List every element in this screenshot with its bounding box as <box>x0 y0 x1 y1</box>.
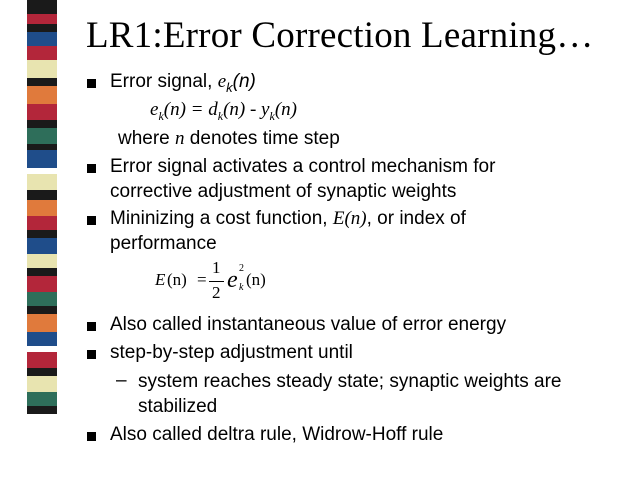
strip-block <box>27 174 57 190</box>
strip-block <box>27 406 57 414</box>
slide-title: LR1:Error Correction Learning… <box>86 15 594 56</box>
eq-sub-k: k <box>269 108 275 123</box>
strip-block <box>27 352 57 368</box>
bullet-control-mechanism <box>110 154 495 204</box>
strip-block <box>27 190 57 200</box>
strip-block <box>27 314 57 332</box>
formula-arg: (n) <box>167 270 187 289</box>
eq-e: e <box>150 99 159 120</box>
strip-block <box>27 24 57 32</box>
bullet-marker <box>87 164 96 173</box>
bullet-line: Error signal activates a control mechanism for <box>110 156 496 177</box>
bullet-text: Mininizing a cost function, <box>110 208 333 229</box>
strip-block <box>27 268 57 276</box>
decorative-color-strip <box>27 0 57 478</box>
strip-block <box>27 0 57 14</box>
bullet-marker <box>87 432 96 441</box>
formula-superscript: 2 <box>239 263 244 274</box>
strip-block <box>27 292 57 306</box>
strip-block <box>27 200 57 216</box>
formula-e: e <box>227 267 238 293</box>
strip-block <box>27 276 57 292</box>
where-text: where <box>118 128 176 149</box>
var-subscript-k: k <box>226 79 233 95</box>
var-e: e <box>217 71 227 92</box>
where-line <box>118 128 340 150</box>
strip-block <box>27 120 57 128</box>
strip-block <box>27 332 57 346</box>
strip-block <box>27 60 57 78</box>
formula-arg: (n) <box>246 270 266 289</box>
sub-bullet-line: stabilized <box>138 396 218 417</box>
error-equation <box>150 99 297 124</box>
eq-part: (n) - y <box>223 99 270 120</box>
eq-sub-k: k <box>158 108 164 123</box>
formula-denominator: 2 <box>212 283 221 302</box>
sub-bullet-steady-state <box>138 369 561 419</box>
strip-block <box>27 376 57 392</box>
strip-block <box>27 128 57 144</box>
bullet-marker <box>87 216 96 225</box>
strip-block <box>27 230 57 238</box>
bullet-cost-function <box>110 206 466 256</box>
strip-block <box>27 306 57 314</box>
strip-block <box>27 216 57 230</box>
eq-sub-k: k <box>217 108 224 123</box>
where-var: n <box>175 128 185 149</box>
strip-block <box>27 368 57 376</box>
strip-block <box>27 254 57 268</box>
bullet-delta-rule: Also called deltra rule, Widrow-Hoff rule <box>110 424 444 445</box>
bullet-marker <box>87 79 96 88</box>
var-arg-n: (n) <box>232 71 256 92</box>
bullet-step-by-step: step-by-step adjustment until <box>110 342 353 363</box>
sub-bullet-dash: – <box>116 370 127 391</box>
formula-subscript: k <box>239 282 244 293</box>
strip-block <box>27 104 57 120</box>
strip-block <box>27 86 57 104</box>
formula-equals: = <box>197 270 207 289</box>
sub-bullet-line: system reaches steady state; synaptic weights are <box>138 371 562 392</box>
strip-block <box>27 238 57 254</box>
formula-E: E <box>155 270 166 289</box>
eq-part: (n) <box>274 99 297 120</box>
formula-numerator: 1 <box>212 258 221 277</box>
strip-block <box>27 46 57 60</box>
var-E-n: E(n) <box>332 208 367 229</box>
strip-block <box>27 32 57 46</box>
bullet-instantaneous: Also called instantaneous value of error energy <box>110 314 507 335</box>
eq-part: (n) = d <box>163 99 218 120</box>
bullet-text: , or index of <box>366 208 466 229</box>
strip-block <box>27 392 57 406</box>
bullet-marker <box>87 322 96 331</box>
bullet-error-signal <box>110 69 256 100</box>
fraction-bar <box>209 281 224 282</box>
strip-block <box>27 78 57 86</box>
bullet-line: corrective adjustment of synaptic weights <box>110 181 457 202</box>
bullet-text: Error signal, <box>110 71 218 92</box>
bullet-line: performance <box>110 233 217 254</box>
cost-formula <box>155 258 295 304</box>
bullet-marker <box>87 350 96 359</box>
strip-block <box>27 150 57 168</box>
where-text: denotes time step <box>184 128 340 149</box>
strip-block <box>27 14 57 24</box>
